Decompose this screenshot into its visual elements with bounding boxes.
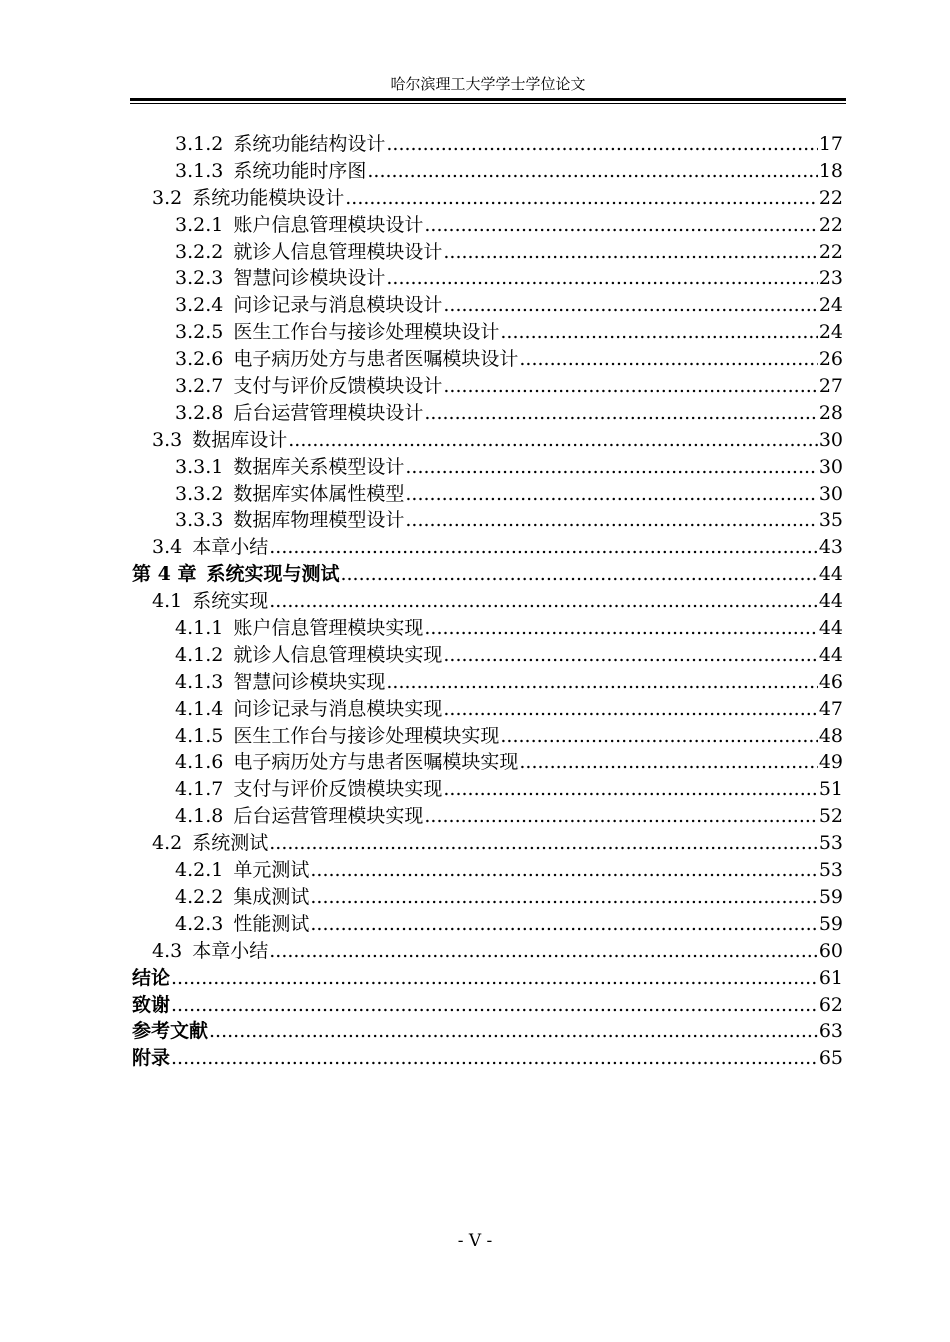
toc-entry[interactable]: [132, 911, 843, 938]
toc-leader-dots: [424, 400, 817, 427]
toc-entry-title: 单元测试: [233, 859, 310, 882]
toc-entry[interactable]: [132, 965, 843, 992]
toc-entry-number: 3.2.4: [175, 294, 224, 317]
toc-entry-page: 48: [818, 724, 843, 747]
toc-entry-number: 4.1.7: [175, 778, 224, 801]
toc-entry-number: 4.1.5: [175, 724, 224, 747]
toc-entry-page: 47: [818, 697, 843, 720]
toc-entry[interactable]: [132, 454, 843, 481]
toc-entry[interactable]: [132, 938, 843, 965]
toc-entry-page: 22: [818, 240, 843, 263]
toc-entry-title: 参考文献: [132, 1020, 209, 1043]
toc-entry-page: 46: [818, 670, 843, 693]
toc-entry-number: 3.1.3: [175, 159, 224, 182]
toc-entry-page: 44: [818, 617, 843, 640]
toc-entry[interactable]: [132, 319, 843, 346]
toc-entry-title: 本章小结: [192, 536, 269, 559]
toc-entry[interactable]: [132, 292, 843, 319]
toc-entry-title: 账户信息管理模块设计: [233, 213, 424, 236]
toc-leader-dots: [443, 642, 817, 669]
toc-entry-title: 本章小结: [192, 939, 269, 962]
toc-entry[interactable]: [132, 507, 843, 534]
toc-entry[interactable]: [132, 131, 843, 158]
toc-entry[interactable]: [132, 992, 843, 1019]
toc-entry-number: 4.2.3: [175, 912, 224, 935]
toc-entry-page: 44: [818, 643, 843, 666]
toc-entry-page: 30: [818, 455, 843, 478]
page-header: 哈尔滨理工大学学士学位论文: [390, 75, 586, 93]
toc-entry-page: 43: [818, 536, 843, 559]
toc-entry-number: 4.1.3: [175, 670, 224, 693]
toc-leader-dots: [500, 319, 817, 346]
toc-entry-title: 后台运营管理模块设计: [233, 401, 424, 424]
toc-leader-dots: [405, 454, 817, 481]
toc-entry-title: 附录: [132, 1047, 171, 1070]
toc-entry-title: 系统测试: [192, 832, 269, 855]
toc-entry-title: 电子病历处方与患者医嘱模块设计: [233, 348, 519, 371]
toc-entry-title: 系统功能模块设计: [192, 186, 345, 209]
toc-leader-dots: [405, 507, 817, 534]
toc-leader-dots: [171, 992, 818, 1019]
toc-entry[interactable]: [132, 561, 843, 588]
toc-entry-number: 4.2.1: [175, 859, 224, 882]
toc-entry-page: 30: [818, 482, 843, 505]
toc-leader-dots: [386, 131, 817, 158]
toc-entry-number: 3.3: [152, 428, 183, 451]
toc-entry-page: 27: [818, 375, 843, 398]
toc-entry[interactable]: [132, 239, 843, 266]
toc-entry-number: 3.3.2: [175, 482, 224, 505]
toc-entry[interactable]: [132, 265, 843, 292]
toc-entry[interactable]: [132, 400, 843, 427]
toc-entry[interactable]: [132, 696, 843, 723]
toc-leader-dots: [269, 938, 818, 965]
toc-entry-title: 医生工作台与接诊处理模块设计: [233, 321, 500, 344]
toc-leader-dots: [310, 857, 817, 884]
toc-leader-dots: [171, 965, 818, 992]
toc-entry[interactable]: [132, 884, 843, 911]
toc-leader-dots: [424, 803, 817, 830]
toc-entry-number: 4.1.1: [175, 617, 224, 640]
toc-entry-page: 22: [818, 213, 843, 236]
toc-entry-page: 59: [818, 885, 843, 908]
toc-entry-number: 3.1.2: [175, 133, 224, 155]
toc-leader-dots: [443, 776, 817, 803]
toc-entry-number: 4.1: [152, 590, 183, 613]
toc-leader-dots: [345, 185, 818, 212]
toc-entry[interactable]: [132, 588, 843, 615]
toc-entry-number: 3.4: [152, 536, 183, 559]
toc-entry-page: 63: [818, 1020, 843, 1043]
toc-entry[interactable]: [132, 642, 843, 669]
toc-entry-title: 账户信息管理模块实现: [233, 617, 424, 640]
toc-entry-title: 系统实现: [192, 590, 269, 613]
toc-leader-dots: [386, 669, 817, 696]
toc-entry-number: 3.3.3: [175, 509, 224, 532]
toc-leader-dots: [424, 615, 817, 642]
toc-entry[interactable]: [132, 857, 843, 884]
toc-entry-number: 4.2: [152, 832, 183, 855]
toc-entry-number: 3.2.3: [175, 267, 224, 290]
toc-entry-title: 致谢: [132, 993, 171, 1016]
toc-leader-dots: [405, 481, 817, 508]
toc-entry-page: 49: [818, 751, 843, 774]
toc-entry[interactable]: [132, 615, 843, 642]
toc-leader-dots: [269, 534, 818, 561]
toc-entry-title: 系统功能结构设计: [233, 133, 386, 155]
toc-leader-dots: [310, 911, 817, 938]
toc-entry-title: 数据库物理模型设计: [233, 509, 405, 532]
toc-entry-number: 4.2.2: [175, 885, 224, 908]
toc-entry-title: 智慧问诊模块设计: [233, 267, 386, 290]
toc-entry-page: 60: [818, 939, 843, 962]
toc-entry[interactable]: [132, 1018, 843, 1045]
header-rule-thin: [130, 103, 846, 104]
toc-entry-number: 第 4 章: [132, 563, 197, 586]
page-number: - V -: [457, 1231, 493, 1251]
toc-entry-page: 62: [818, 993, 843, 1016]
toc-entry-page: 28: [818, 401, 843, 424]
toc-leader-dots: [269, 830, 818, 857]
toc-entry-page: 23: [818, 267, 843, 290]
toc-entry[interactable]: [132, 1045, 843, 1072]
toc-entry-number: 4.1.6: [175, 751, 224, 774]
header-rule-thick: [130, 98, 846, 101]
toc-entry[interactable]: [132, 427, 843, 454]
toc-entry-title: 数据库实体属性模型: [233, 482, 405, 505]
toc-entry-page: 65: [818, 1047, 843, 1070]
toc-leader-dots: [288, 427, 818, 454]
toc-leader-dots: [269, 588, 818, 615]
toc-entry-number: 4.1.8: [175, 805, 224, 828]
toc-leader-dots: [424, 212, 817, 239]
toc-entry-page: 30: [818, 428, 843, 451]
toc-entry-title: 性能测试: [233, 912, 310, 935]
toc-entry[interactable]: [132, 749, 843, 776]
toc-entry-title: 电子病历处方与患者医嘱模块实现: [233, 751, 519, 774]
toc-entry-page: 35: [818, 509, 843, 532]
toc-leader-dots: [386, 265, 817, 292]
toc-entry-title: 集成测试: [233, 885, 310, 908]
toc-entry[interactable]: [132, 212, 843, 239]
toc-entry[interactable]: [132, 158, 843, 185]
toc-entry-title: 问诊记录与消息模块实现: [233, 697, 443, 720]
toc-entry-number: 4.1.2: [175, 643, 224, 666]
toc-entry-title: 智慧问诊模块实现: [233, 670, 386, 693]
toc-entry-title: 问诊记录与消息模块设计: [233, 294, 443, 317]
toc-entry-title: 后台运营管理模块实现: [233, 805, 424, 828]
toc-entry-title: 医生工作台与接诊处理模块实现: [233, 724, 500, 747]
toc-entry-page: 24: [818, 321, 843, 344]
toc-leader-dots: [500, 723, 817, 750]
toc-entry-title: 支付与评价反馈模块设计: [233, 375, 443, 398]
toc-entry-page: 26: [818, 348, 843, 371]
toc-entry-title: 系统功能时序图: [233, 159, 367, 182]
toc-entry[interactable]: [132, 803, 843, 830]
toc-entry-number: 3.2.7: [175, 375, 224, 398]
toc-entry-page: 52: [818, 805, 843, 828]
toc-entry-title: 数据库设计: [192, 428, 288, 451]
toc-entry-title: 数据库关系模型设计: [233, 455, 405, 478]
toc-entry-page: 44: [818, 563, 843, 586]
toc-entry-title: 就诊人信息管理模块设计: [233, 240, 443, 263]
toc-entry-title: 系统实现与测试: [206, 563, 340, 586]
toc-entry[interactable]: [132, 373, 843, 400]
toc-leader-dots: [519, 749, 817, 776]
toc-entry-number: 3.2.5: [175, 321, 224, 344]
toc-entry-page: 17: [818, 133, 843, 155]
toc-entry-number: 4.3: [152, 939, 183, 962]
toc-entry[interactable]: [132, 723, 843, 750]
toc-entry-number: 3.2.2: [175, 240, 224, 263]
toc-entry-number: 3.2.6: [175, 348, 224, 371]
toc-leader-dots: [209, 1018, 818, 1045]
toc-leader-dots: [443, 239, 817, 266]
toc-entry-page: 44: [818, 590, 843, 613]
toc-entry-number: 3.2.8: [175, 401, 224, 424]
toc-leader-dots: [443, 696, 817, 723]
toc-leader-dots: [519, 346, 817, 373]
table-of-contents: [132, 131, 843, 1072]
toc-entry-page: 22: [818, 186, 843, 209]
toc-entry-page: 53: [818, 832, 843, 855]
toc-leader-dots: [443, 373, 817, 400]
toc-entry-page: 61: [818, 966, 843, 989]
toc-entry[interactable]: [132, 185, 843, 212]
toc-leader-dots: [340, 561, 817, 588]
toc-entry[interactable]: [132, 534, 843, 561]
toc-leader-dots: [443, 292, 817, 319]
toc-leader-dots: [310, 884, 817, 911]
toc-entry-page: 24: [818, 294, 843, 317]
toc-entry[interactable]: [132, 776, 843, 803]
toc-entry-page: 53: [818, 859, 843, 882]
toc-entry[interactable]: [132, 830, 843, 857]
toc-entry-number: 3.3.1: [175, 455, 224, 478]
toc-entry[interactable]: [132, 346, 843, 373]
toc-entry-page: 59: [818, 912, 843, 935]
toc-entry[interactable]: [132, 669, 843, 696]
toc-entry-title: 结论: [132, 966, 171, 989]
toc-entry-title: 就诊人信息管理模块实现: [233, 643, 443, 666]
toc-leader-dots: [171, 1045, 818, 1072]
toc-entry-number: 3.2: [152, 186, 183, 209]
toc-entry-number: 3.2.1: [175, 213, 224, 236]
toc-entry-title: 支付与评价反馈模块实现: [233, 778, 443, 801]
toc-entry-number: 4.1.4: [175, 697, 224, 720]
toc-leader-dots: [367, 158, 817, 185]
toc-entry[interactable]: [132, 481, 843, 508]
toc-entry-page: 51: [818, 778, 843, 801]
toc-entry-page: 18: [818, 159, 843, 182]
